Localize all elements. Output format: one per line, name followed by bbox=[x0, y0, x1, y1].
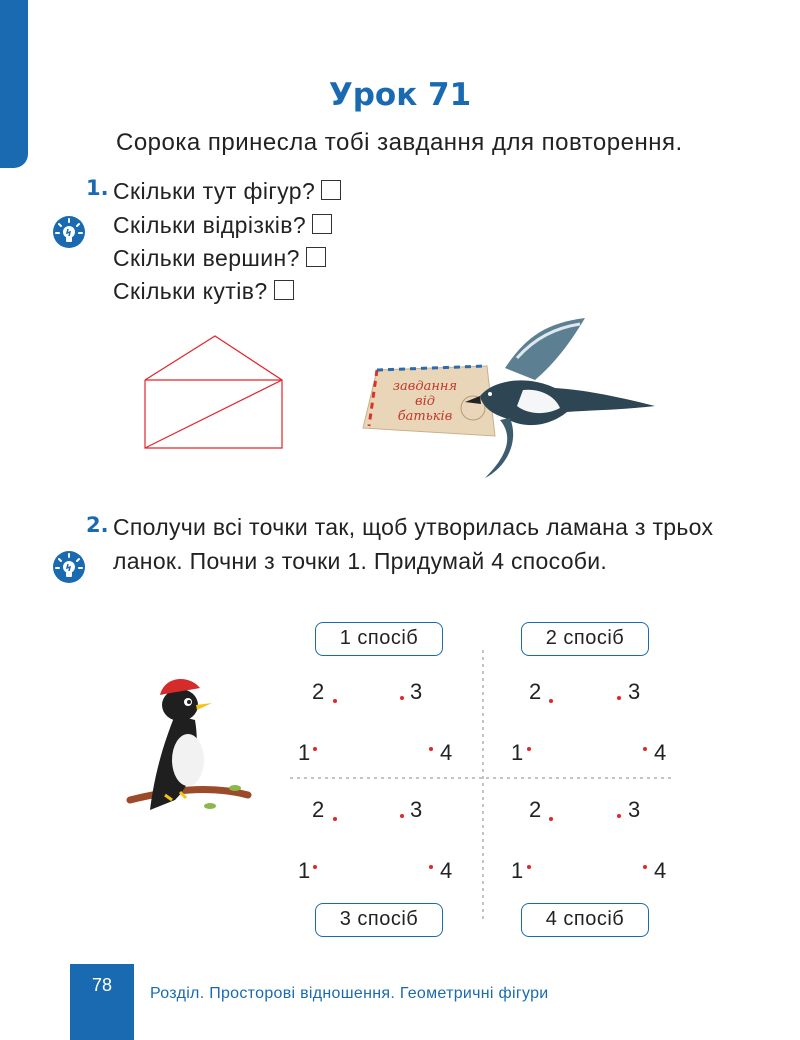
point-4-label: 4 bbox=[440, 858, 453, 883]
task2-text: Сполучи всі точки так, щоб утворилась ламана з трьох ланок. Почни з точки 1. Придумай 4 способи. bbox=[113, 514, 714, 574]
point-1-label: 1 bbox=[511, 740, 524, 765]
point-3[interactable] bbox=[617, 814, 621, 818]
point-2-label: 2 bbox=[529, 797, 542, 822]
point-1-label: 1 bbox=[298, 858, 311, 883]
task1-number: 1. bbox=[86, 176, 109, 200]
point-3-label: 3 bbox=[410, 679, 423, 704]
point-2[interactable] bbox=[333, 699, 337, 703]
lesson-title: Урок 71 bbox=[328, 77, 472, 113]
magpie-envelope-illustration bbox=[355, 318, 665, 483]
section-title: Розділ. Просторові відношення. Геометричні фігури bbox=[150, 985, 549, 1002]
point-1[interactable] bbox=[313, 747, 317, 751]
svg-text:завдання: завдання bbox=[392, 379, 458, 394]
point-3-label: 3 bbox=[628, 679, 641, 704]
question-figures-text: Скільки тут фігур? bbox=[113, 178, 316, 204]
point-4-label: 4 bbox=[654, 740, 667, 765]
point-2-label: 2 bbox=[529, 679, 542, 704]
svg-text:батьків: батьків bbox=[397, 409, 453, 424]
magpie-icon bbox=[465, 318, 655, 478]
point-1[interactable] bbox=[313, 865, 317, 869]
quadrant-dividers bbox=[290, 650, 675, 922]
point-3-label: 3 bbox=[410, 797, 423, 822]
method-2-label: 2 спосіб bbox=[521, 622, 649, 656]
point-3-label: 3 bbox=[628, 797, 641, 822]
question-vertices-text: Скільки вершин? bbox=[113, 245, 300, 271]
svg-text:від: від bbox=[415, 394, 435, 409]
point-2[interactable] bbox=[333, 817, 337, 821]
question-figures bbox=[113, 178, 341, 205]
point-2[interactable] bbox=[549, 817, 553, 821]
point-1[interactable] bbox=[527, 747, 531, 751]
question-vertices bbox=[113, 245, 326, 272]
question-segments-text: Скільки відрізків? bbox=[113, 212, 307, 238]
point-4[interactable] bbox=[429, 865, 433, 869]
answer-box-angles[interactable] bbox=[274, 280, 294, 300]
question-angles-text: Скільки кутів? bbox=[113, 278, 268, 304]
method-4-label: 4 спосіб bbox=[521, 903, 649, 937]
point-4[interactable] bbox=[429, 747, 433, 751]
task2-number: 2. bbox=[86, 513, 109, 537]
point-3[interactable] bbox=[617, 696, 621, 700]
point-1-label: 1 bbox=[298, 740, 311, 765]
point-4[interactable] bbox=[643, 865, 647, 869]
point-2-label: 2 bbox=[312, 797, 325, 822]
question-segments bbox=[113, 212, 332, 239]
point-4-label: 4 bbox=[654, 858, 667, 883]
method-1-label: 1 спосіб bbox=[315, 622, 443, 656]
point-1[interactable] bbox=[527, 865, 531, 869]
lightbulb-icon bbox=[52, 215, 86, 249]
point-3[interactable] bbox=[400, 696, 404, 700]
question-angles bbox=[113, 278, 294, 305]
geometric-figure bbox=[140, 333, 290, 451]
method-3-label: 3 спосіб bbox=[315, 903, 443, 937]
point-2-label: 2 bbox=[312, 679, 325, 704]
point-2[interactable] bbox=[549, 699, 553, 703]
woodpecker-illustration bbox=[130, 660, 250, 830]
point-4[interactable] bbox=[643, 747, 647, 751]
answer-box-vertices[interactable] bbox=[306, 247, 326, 267]
page-number: 78 bbox=[70, 964, 134, 1040]
point-1-label: 1 bbox=[511, 858, 524, 883]
answer-box-segments[interactable] bbox=[312, 214, 332, 234]
point-3[interactable] bbox=[400, 814, 404, 818]
intro-text: Сорока принесла тобі завдання для повторення. bbox=[116, 129, 683, 156]
answer-box-figures[interactable] bbox=[321, 180, 341, 200]
point-4-label: 4 bbox=[440, 740, 453, 765]
lightbulb-icon bbox=[52, 550, 86, 584]
